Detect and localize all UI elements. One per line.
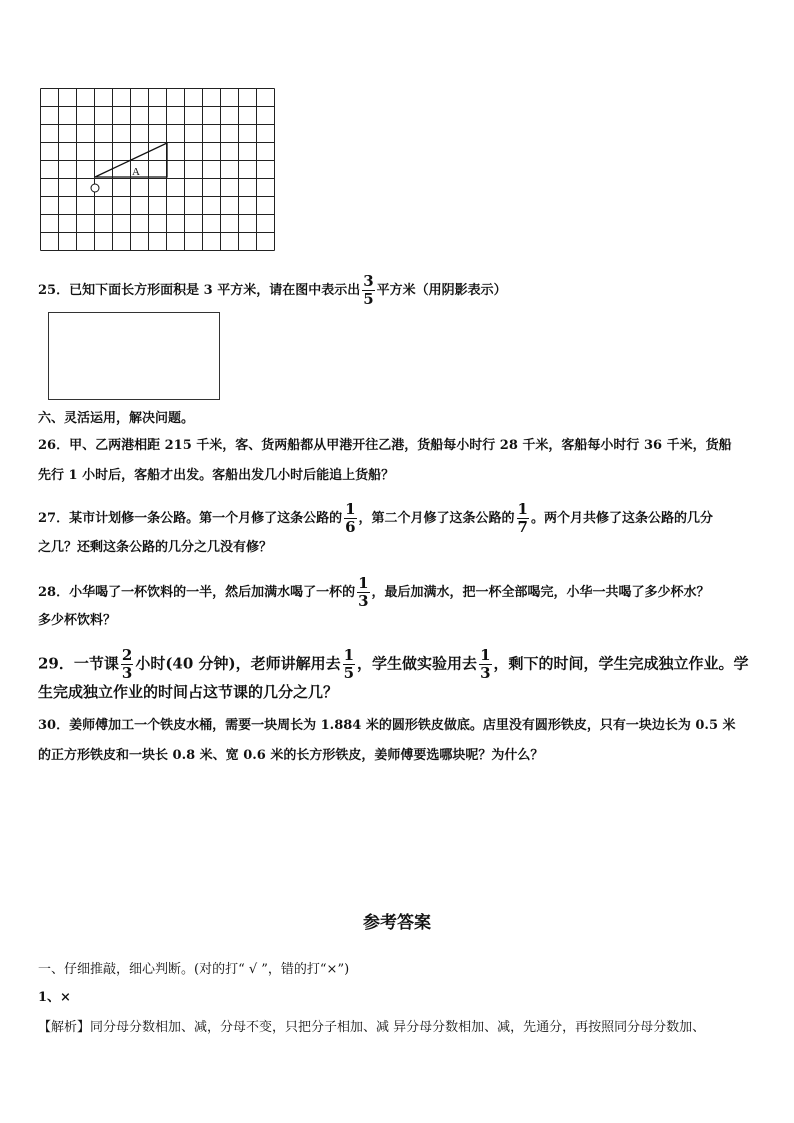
- question-30-line1: 30．姜师傅加工一个铁皮水桶，需要一块周长为 1.884 米的圆形铁皮做底。店里没有圆形铁皮，只有一块边长为 0.5 米: [38, 718, 736, 733]
- answer-item-1: 1、×: [38, 990, 71, 1005]
- grid-figure: [40, 88, 276, 252]
- question-30-line2: 的正方形铁皮和一块长 0.8 米、宽 0.6 米的长方形铁皮，姜师傅要选哪块呢？为什么？: [38, 748, 544, 763]
- q28-fraction: $\frac{1}{3}$: [358, 574, 369, 610]
- point-o-marker: [91, 184, 99, 192]
- question-29-line1: 29．一节课 $\frac{2}{3}$ 小时(40 分钟)，老师讲解用去 $\frac{1}{5}$ ，学生做实验用去 $\frac{1}{3}$ ，剩下的时间，学生完成独立作业。学: [38, 646, 749, 682]
- question-27-line2: 之几？还剩这条公路的几分之几没有修？: [38, 540, 273, 555]
- question-29-line2: 生完成独立作业的时间占这节课的几分之几？: [38, 683, 339, 701]
- section-6-heading: 六、灵活运用，解决问题。: [38, 411, 195, 426]
- question-25: [38, 274, 507, 307]
- rectangle-figure: [48, 312, 220, 400]
- q27-fraction-2: $\frac{1}{7}$: [517, 500, 528, 536]
- question-28-line2: 多少杯饮料？: [38, 613, 117, 628]
- point-a-label: A: [132, 166, 140, 178]
- q29-fraction-2: $\frac{1}{5}$: [343, 646, 355, 682]
- q29-fraction-1: $\frac{2}{3}$: [121, 646, 133, 682]
- question-26-line1: 26．甲、乙两港相距 215 千米，客、货两船都从甲港开往乙港，货船每小时行 28 千米，客船每小时行 36 千米，货船: [38, 438, 732, 453]
- grid-lines: [41, 89, 275, 251]
- question-26-line2: 先行 1 小时后，客船才出发。客船出发几小时后能追上货船？: [38, 468, 395, 483]
- answers-section-1: 一、仔细推敲，细心判断。(对的打“ √ ”，错的打“×”): [38, 962, 350, 977]
- q27-fraction-1: $\frac{1}{6}$: [345, 500, 356, 536]
- question-27-line1: 27．某市计划修一条公路。第一个月修了这条公路的 $\frac{1}{6}$ ，第二个月修了这条公路的 $\frac{1}{7}$ 。两个月共修了这条公路的几分: [38, 500, 713, 536]
- answers-title: 参考答案: [363, 913, 431, 933]
- q25-text-before: 25．已知下面长方形面积是 3 平方米，请在图中表示出: [38, 283, 361, 298]
- q25-text-after: 平方米（用阴影表示）: [376, 283, 507, 298]
- answer-analysis: 【解析】同分母分数相加、减，分母不变，只把分子相加、减 异分母分数相加、减，先通分，再按照同分母分数加、: [38, 1020, 706, 1035]
- question-28-line1: 28．小华喝了一杯饮料的一半，然后加满水喝了一杯的 $\frac{1}{3}$ ，最后加满水，把一杯全部喝完，小华一共喝了多少杯水？: [38, 574, 710, 610]
- q29-fraction-3: $\frac{1}{3}$: [480, 646, 491, 682]
- q25-fraction: $\frac{3}{5}$: [363, 272, 374, 308]
